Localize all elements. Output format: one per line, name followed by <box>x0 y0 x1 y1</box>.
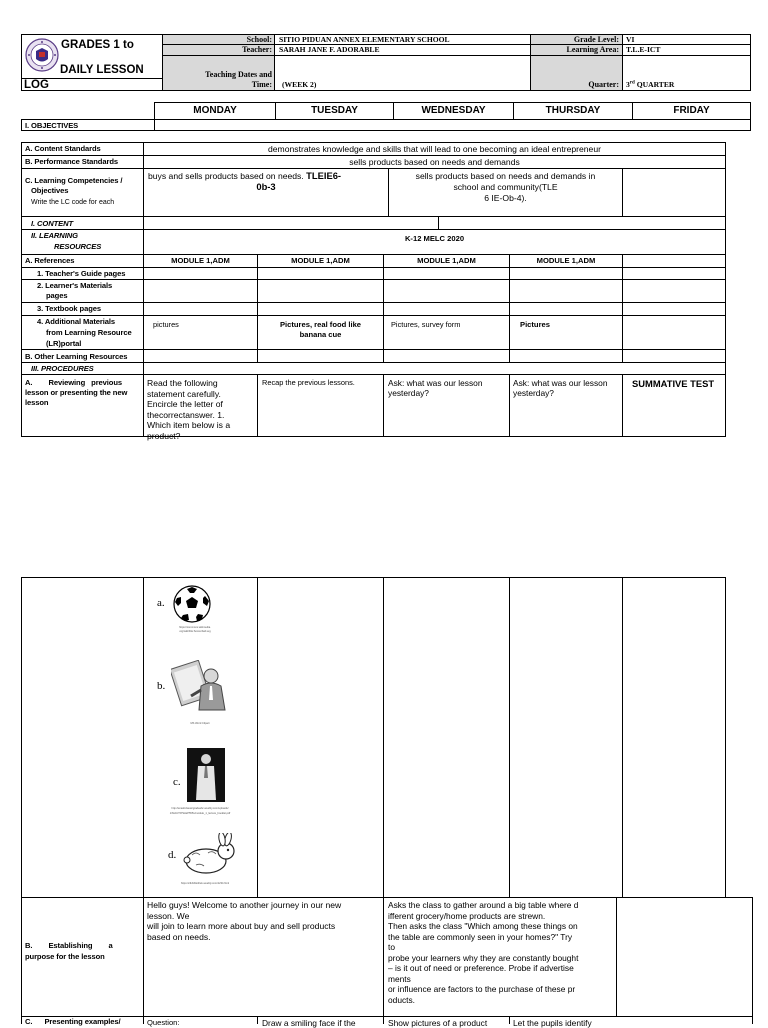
dates-value: (WEEK 2) <box>282 80 317 89</box>
resources-text: K-12 MELC 2020 <box>404 234 465 243</box>
rabbit-icon <box>182 833 240 877</box>
choice-a-caption-2: org/wiki/File:Soccerball.svg <box>179 630 211 633</box>
choice-d-caption: https://clkbibliothek.weebly.com/1234.html <box>180 882 230 885</box>
resources-label-1: II. LEARNING <box>31 231 78 240</box>
purpose-label-2: purpose for the lesson <box>25 952 105 961</box>
competency-wed-thu-3: 6 IE-Ob-4). <box>484 193 527 203</box>
presenting-thursday: Let the pupils identify <box>513 1018 592 1028</box>
content-standards-label: A. Content Standards <box>25 144 101 153</box>
reference-monday: MODULE 1,ADM <box>171 256 230 265</box>
area-value: T.L.E-ICT <box>626 45 661 54</box>
quarter-value: 3rd QUARTER <box>626 80 675 89</box>
grade-value: VI <box>626 35 635 44</box>
competencies-label-1: C. Learning Competencies / <box>25 176 123 185</box>
reference-tuesday: MODULE 1,ADM <box>291 256 350 265</box>
competencies-label-3: Write the LC code for each <box>31 199 115 206</box>
teacher-label: Teacher: <box>242 45 272 54</box>
objectives-label: I. OBJECTIVES <box>25 121 79 130</box>
competency-wed-thu-2: school and community(TLE <box>453 182 558 192</box>
review-label-3: lesson <box>25 398 49 407</box>
deped-seal-logo <box>25 38 59 72</box>
choice-c-caption-2: 1/6/2/2/7/PSLEP5551/module_1_lecture_booklet.pdf <box>169 812 231 815</box>
performance-standards-label: B. Performance Standards <box>25 157 118 166</box>
purpose-wed-thu: Asks the class to gather around a big table where d ifferent grocery/home products are strewn. Then asks the class "Which among these things on the table are commonly seen in your homes?" Try to probe your learners why they are constantly bought – is it out of need or preference. Probe if advertise ments or influence are factors to the purchase of these pr oducts. <box>388 900 579 1005</box>
materials-monday: pictures <box>153 320 179 329</box>
procedures-label: III. PROCEDURES <box>31 364 94 373</box>
choice-a-letter: a. <box>157 597 165 609</box>
choice-a-caption-1: https://commons.wikimedia. <box>179 626 211 629</box>
am-label-3: (LR)portal <box>46 339 82 348</box>
competency-wed-thu-1: sells products based on needs and demands in <box>415 171 596 181</box>
choice-c-letter: c. <box>173 776 181 788</box>
materials-wednesday: Pictures, survey form <box>391 320 461 329</box>
school-value: SITIO PIDUAN ANNEX ELEMENTARY SCHOOL <box>279 35 450 44</box>
tb-label: 3. Textbook pages <box>37 304 101 313</box>
competency-mon-tue: buys and sells products based on needs. TLEIE6- <box>148 170 342 181</box>
review-thursday-1: Ask: what was our lesson <box>513 378 608 388</box>
other-resources-label: B. Other Learning Resources <box>25 352 128 361</box>
teacher-value: SARAH JANE F. ADORABLE <box>279 45 380 54</box>
businessman-clipart-icon <box>171 660 231 720</box>
dates-label-2: Time: <box>251 80 272 89</box>
presenting-wednesday: Show pictures of a product <box>388 1018 488 1028</box>
purpose-mon-tue: Hello guys! Welcome to another journey in our new lesson. We will join to learn more about buy and sell products based on needs. <box>147 900 342 942</box>
quarter-label: Quarter: <box>588 80 619 89</box>
materials-tuesday-2: banana cue <box>299 330 342 339</box>
am-label-2: from Learning Resource <box>46 328 132 337</box>
resources-label-2: RESOURCES <box>54 242 102 251</box>
review-wednesday-2: yesterday? <box>388 388 429 398</box>
choice-c-caption-1: http://enasbclassicgradeabc.weebly.com/uploads/ <box>171 807 229 810</box>
dates-label-1: Teaching Dates and <box>205 70 272 79</box>
title-line-3: LOG <box>24 79 49 91</box>
materials-tuesday-1: Pictures, real food like <box>279 320 362 329</box>
day-wednesday: WEDNESDAY <box>421 105 486 116</box>
lm-label-1: 2. Learner's Materials <box>37 281 113 290</box>
review-label-1: A. Reviewing previous <box>25 378 123 387</box>
day-tuesday: TUESDAY <box>311 105 358 116</box>
presenting-label: C. Presenting examples/ <box>25 1017 121 1026</box>
soccer-ball-icon <box>172 584 212 624</box>
school-label: School: <box>246 35 272 44</box>
reference-thursday: MODULE 1,ADM <box>536 256 596 265</box>
person-photo-icon <box>187 748 225 802</box>
title-line-2: DAILY LESSON <box>60 64 144 76</box>
purpose-label-1: B. Establishing a <box>25 941 113 950</box>
performance-standards-text: sells products based on needs and demands <box>349 157 520 167</box>
references-label: A. References <box>25 256 75 265</box>
title-line-1: GRADES 1 to <box>61 39 134 51</box>
review-monday: Read the following statement carefully. Encircle the letter of thecorrectanswer. 1. Which item below is a product? <box>147 378 231 441</box>
content-label: I. CONTENT <box>31 219 74 228</box>
review-label-2: lesson or presenting the new <box>25 388 128 397</box>
tg-label: 1. Teacher's Guide pages <box>37 269 126 278</box>
reference-wednesday: MODULE 1,ADM <box>417 256 476 265</box>
review-friday: SUMMATIVE TEST <box>632 378 715 389</box>
am-label-1: 4. Additional Materials <box>37 317 116 326</box>
grade-label: Grade Level: <box>573 35 619 44</box>
area-label: Learning Area: <box>566 45 619 54</box>
lm-label-2: pages <box>46 291 68 300</box>
choice-b-letter: b. <box>157 680 166 692</box>
review-thursday-2: yesterday? <box>513 388 554 398</box>
day-friday: FRIDAY <box>673 105 710 116</box>
review-wednesday-1: Ask: what was our lesson <box>388 378 483 388</box>
competency-mon-tue-code: 0b-3 <box>256 181 276 192</box>
content-standards-text: demonstrates knowledge and skills that will lead to one becoming an ideal entrepreneur <box>268 144 601 154</box>
presenting-tuesday: Draw a smiling face if the <box>262 1018 356 1028</box>
presenting-monday: Question: <box>147 1018 180 1027</box>
competencies-label-2: Objectives <box>31 186 69 195</box>
day-thursday: THURSDAY <box>545 105 601 116</box>
choice-d-letter: d. <box>168 849 177 861</box>
review-tuesday: Recap the previous lessons. <box>262 378 355 387</box>
choice-b-caption: MS Word Clipart <box>190 722 210 725</box>
day-monday: MONDAY <box>193 105 237 116</box>
materials-thursday: Pictures <box>520 320 550 329</box>
